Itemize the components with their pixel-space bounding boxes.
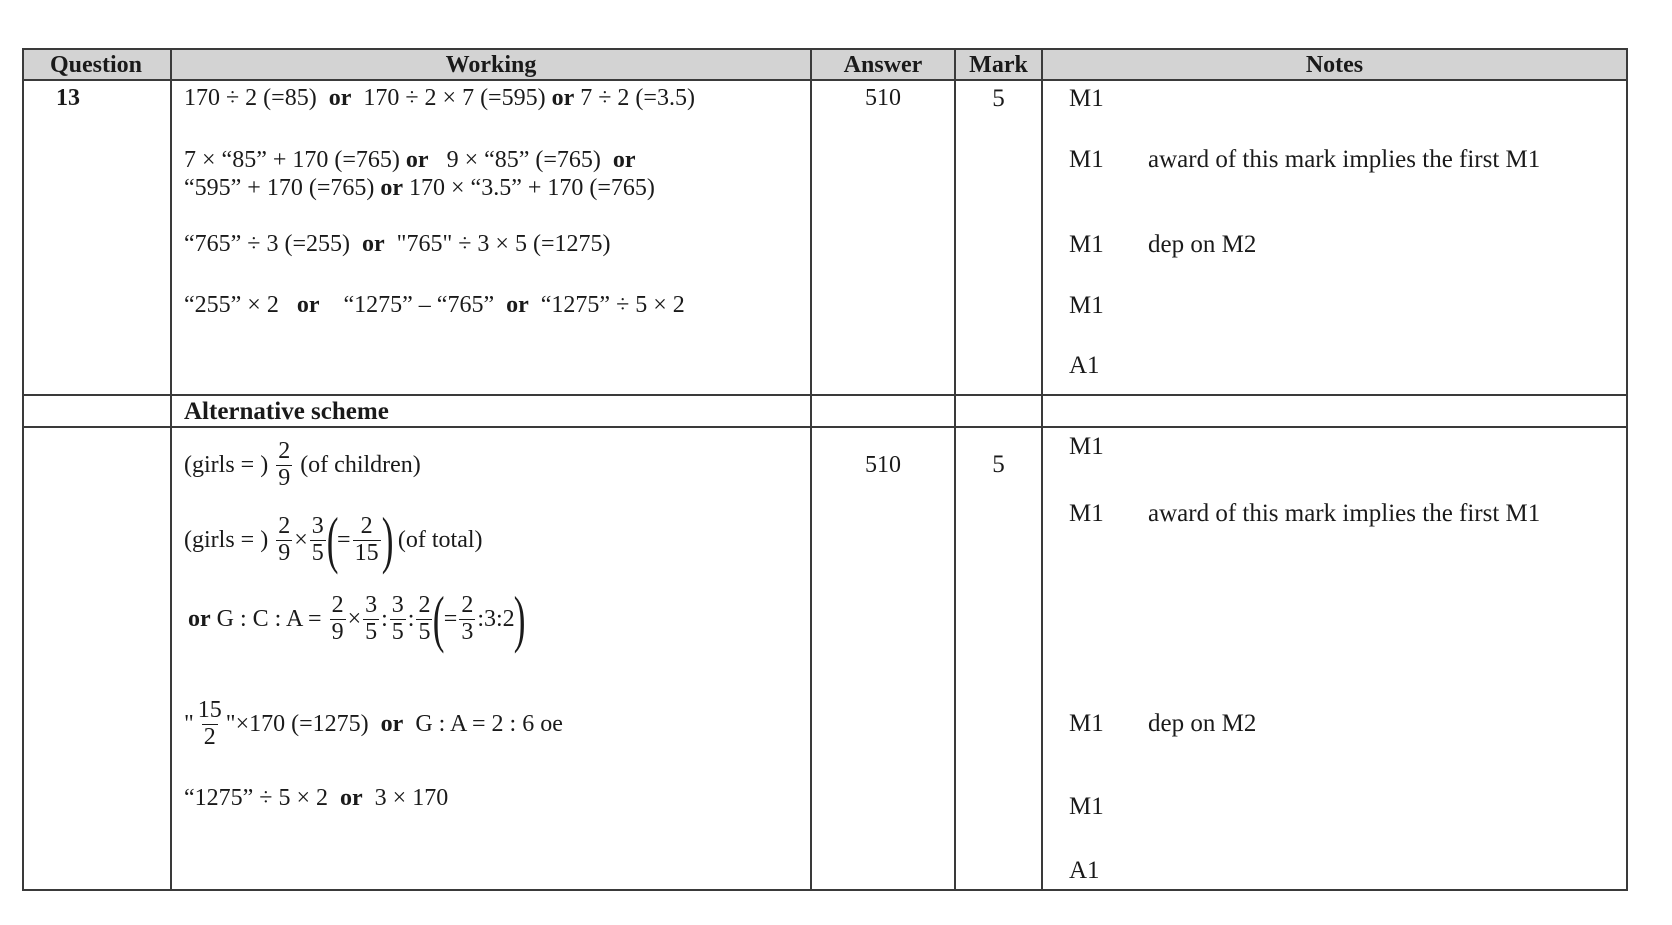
- alternative-scheme-label: Alternative scheme: [184, 398, 389, 425]
- bracket: (: [433, 583, 445, 654]
- mark-code: M1: [1069, 292, 1104, 319]
- or-keyword: or: [340, 785, 363, 811]
- mark-code: M1: [1069, 710, 1104, 737]
- fraction: $\frac{2}{5}$: [418, 592, 431, 645]
- or-keyword: or: [380, 710, 404, 737]
- mark-code: A1: [1069, 857, 1100, 884]
- fraction: $\frac{15}{2}$: [197, 697, 222, 750]
- working-text: (girls = ): [184, 451, 269, 478]
- working-line-2b: [184, 174, 655, 202]
- mark-code: M1: [1069, 433, 1104, 460]
- mark-code: M1: [1069, 85, 1104, 112]
- bracket: ): [513, 583, 526, 654]
- or-keyword: or: [296, 292, 320, 318]
- header-answer: Answer: [843, 52, 923, 78]
- working-text: 3 × 170: [374, 785, 449, 811]
- working-text: (girls = ): [184, 526, 269, 553]
- fraction: $\frac{3}{5}$: [391, 592, 404, 645]
- working-text: “595” + 170 (=765): [184, 175, 375, 201]
- header-mark: Mark: [969, 52, 1028, 78]
- row-divider: [22, 394, 1628, 396]
- working-line-4: [184, 291, 685, 319]
- mark-code: M1: [1069, 500, 1104, 527]
- working-text: “1275” ÷ 5 × 2: [184, 785, 329, 811]
- alt-working-line-2: (girls = ) $\frac{2}{9}$ × $\frac{3}{5}$ ( = $\frac{2}{15}$ ) (of total): [184, 504, 483, 575]
- working-line-2a: [184, 146, 636, 174]
- bracket: (: [326, 504, 339, 575]
- mark-code: A1: [1069, 352, 1100, 379]
- mark-code: M1: [1069, 146, 1104, 173]
- mark-code: M1: [1069, 231, 1104, 258]
- header-working: Working: [445, 52, 537, 78]
- fraction: $\frac{2}{15}$: [354, 513, 379, 566]
- note-text: award of this mark implies the first M1: [1148, 146, 1541, 173]
- or-keyword: or: [380, 175, 404, 201]
- column-divider: [170, 48, 172, 891]
- fraction: $\frac{2}{3}$: [461, 592, 474, 645]
- header-notes: Notes: [1305, 52, 1364, 78]
- fraction: $\frac{2}{9}$: [331, 592, 344, 645]
- mark-code: M1: [1069, 793, 1104, 820]
- or-keyword: or: [612, 147, 636, 173]
- column-divider: [1626, 48, 1628, 891]
- row-divider: [22, 426, 1628, 428]
- working-text: (of children): [300, 451, 421, 478]
- note-text: dep on M2: [1148, 710, 1257, 737]
- working-text: “1275” ÷ 5 × 2: [540, 292, 685, 318]
- fraction: $\frac{3}{5}$: [365, 592, 378, 645]
- or-keyword: or: [328, 85, 352, 111]
- working-text: “255” × 2: [184, 292, 279, 318]
- working-text: 7 ÷ 2 (=3.5): [580, 85, 695, 111]
- working-text: 7 × “85” + 170 (=765): [184, 147, 400, 173]
- column-divider: [1041, 48, 1043, 891]
- alt-working-line-1: [184, 430, 421, 500]
- answer-value: 510: [865, 85, 901, 111]
- alt-mark-value: 5: [992, 451, 1005, 478]
- or-keyword: or: [551, 85, 575, 111]
- working-text: “1275” – “765”: [343, 292, 495, 318]
- working-text: 9 × “85” (=765): [446, 147, 601, 173]
- working-text: 170 ÷ 2 (=85): [184, 85, 317, 111]
- working-text: 170 × “3.5” + 170 (=765): [409, 175, 655, 201]
- working-text: G : A = 2 : 6 oe: [415, 710, 563, 737]
- working-text: G : C : A =: [216, 605, 322, 632]
- or-keyword: or: [405, 147, 429, 173]
- fraction: $\frac{2}{9}$: [278, 513, 291, 566]
- alt-working-line-4: " $\frac{15}{2}$ " ×170 (=1275) or G : A = 2 : 6 oe: [184, 697, 563, 750]
- alt-working-line-5: [184, 784, 448, 812]
- question-number: 13: [56, 85, 80, 111]
- working-line-3: [184, 230, 610, 258]
- header-question: Question: [49, 52, 142, 78]
- working-text: (of total): [397, 526, 483, 553]
- working-text: “765” ÷ 3 (=255): [184, 231, 350, 257]
- note-text: award of this mark implies the first M1: [1148, 500, 1541, 527]
- fraction: $\frac{2}{9}$: [278, 438, 291, 491]
- note-text: dep on M2: [1148, 231, 1257, 258]
- or-keyword: or: [506, 292, 529, 318]
- bracket: ): [381, 504, 394, 575]
- alt-working-line-3: or G : C : A = $\frac{2}{9}$ × $\frac{3}{5}$ : $\frac{3}{5}$ : $\frac{2}{5}$ ( = $\frac{2}{3}$ :3:2 ): [188, 583, 526, 654]
- working-line-1: [184, 84, 695, 112]
- alt-answer-value: 510: [865, 452, 901, 478]
- working-text: ×170 (=1275): [235, 710, 369, 737]
- fraction: $\frac{3}{5}$: [311, 513, 324, 566]
- or-keyword: or: [188, 605, 211, 632]
- table-border-bottom: [22, 889, 1628, 891]
- mark-value: 5: [992, 85, 1005, 112]
- working-text: 170 ÷ 2 × 7 (=595): [363, 85, 546, 111]
- column-divider: [22, 48, 24, 891]
- or-keyword: or: [362, 231, 385, 257]
- mark-scheme-table: [22, 48, 1628, 891]
- working-text: "765" ÷ 3 × 5 (=1275): [396, 231, 611, 257]
